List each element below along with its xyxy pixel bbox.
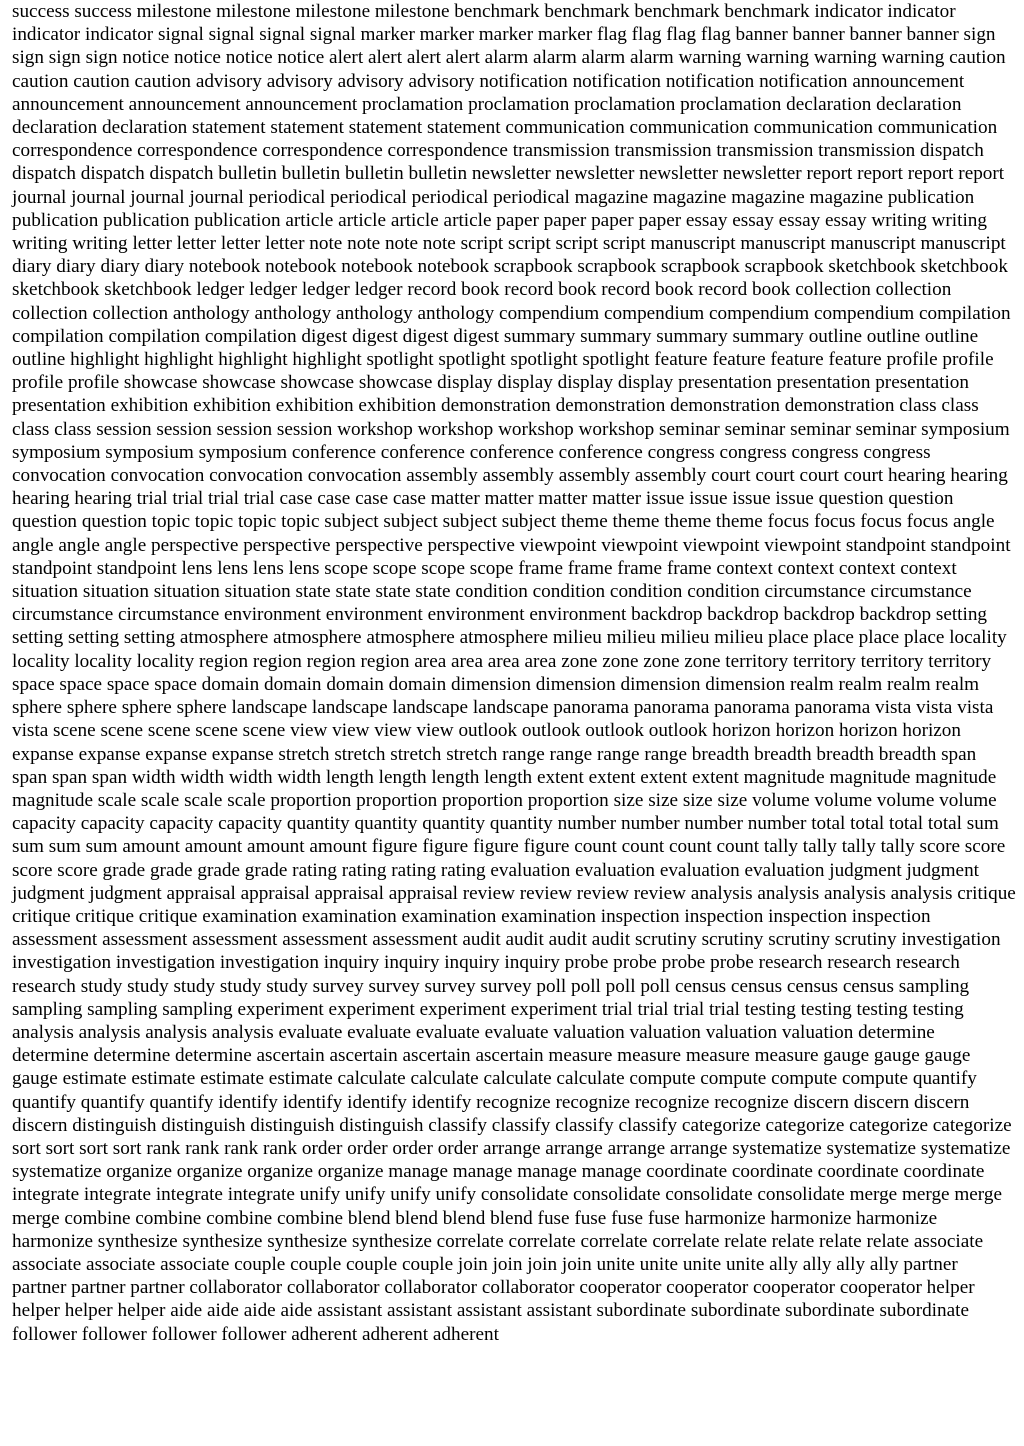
body-text-paragraph: success success milestone milestone milestone milestone benchmark benchmark benchmark benchmark indicator indicator indicator indicator signal signal signal signal marker marker marker marker flag flag flag flag banner banner banner banner sign sign sign sign notice notice notice notice alert alert alert alert alarm alarm alarm alarm warning warning warning warning caution caution caution caution advisory advisory advisory advisory notification notification notification notification announcement announcement announcement announcement proclamation proclamation proclamation proclamation declaration declaration declaration declaration statement statement statement statement communication communication communication communication correspondence correspondence correspondence correspondence transmission transmission transmission transmission dispatch dispatch dispatch dispatch bulletin bulletin bulletin bulletin newsletter newsletter newsletter newsletter report report report report journal journal journal journal periodical periodical periodical periodical magazine magazine magazine magazine publication publication publication publication article article article article paper paper paper paper essay essay essay essay writing writing writing writing letter letter letter letter note note note note script script script script manuscript manuscript manuscript manuscript diary diary diary diary notebook notebook notebook notebook scrapbook scrapbook scrapbook scrapbook sketchbook sketchbook sketchbook sketchbook ledger ledger ledger ledger record book record book record book record book collection collection collection collection anthology anthology anthology anthology compendium compendium compendium compendium compilation compilation compilation compilation digest digest digest digest summary summary summary summary outline outline outline outline highlight highlight highlight highlight spotlight spotlight spotlight spotlight feature feature feature feature profile profile profile profile showcase showcase showcase showcase display display display display presentation presentation presentation presentation exhibition exhibition exhibition exhibition demonstration demonstration demonstration demonstration class class class class session session session session workshop workshop workshop workshop seminar seminar seminar seminar symposium symposium symposium symposium conference conference conference conference congress congress congress congress convocation convocation convocation convocation assembly assembly assembly assembly court court court court hearing hearing hearing hearing trial trial trial trial case case case case matter matter matter matter issue issue issue issue question question question question topic topic topic topic subject subject subject subject theme theme theme theme focus focus focus focus angle angle angle angle perspective perspective perspective perspective viewpoint viewpoint viewpoint viewpoint standpoint standpoint standpoint standpoint lens lens lens lens scope scope scope scope frame frame frame frame context context context context situation situation situation situation state state state state condition condition condition condition circumstance circumstance circumstance circumstance environment environment environment environment backdrop backdrop backdrop backdrop setting setting setting setting atmosphere atmosphere atmosphere atmosphere milieu milieu milieu milieu place place place place locality locality locality locality region region region region area area area area zone zone zone zone territory territory territory territory space space space space domain domain domain domain dimension dimension dimension dimension realm realm realm realm sphere sphere sphere sphere landscape landscape landscape landscape panorama panorama panorama panorama vista vista vista vista scene scene scene scene scene view view view view outlook outlook outlook outlook horizon horizon horizon horizon expanse expanse expanse expanse stretch stretch stretch stretch range range range range breadth breadth breadth breadth span span span span width width width width length length length length extent extent extent extent magnitude magnitude magnitude magnitude scale scale scale scale proportion proportion proportion proportion size size size size volume volume volume volume capacity capacity capacity capacity quantity quantity quantity quantity number number number number total total total total sum sum sum sum amount amount amount amount figure figure figure figure count count count count tally tally tally tally score score score score grade grade grade grade rating rating rating rating evaluation evaluation evaluation evaluation judgment judgment judgment judgment appraisal appraisal appraisal appraisal review review review review analysis analysis analysis analysis critique critique critique critique examination examination examination examination inspection inspection inspection inspection assessment assessment assessment assessment assessment audit audit audit audit scrutiny scrutiny scrutiny scrutiny investigation investigation investigation investigation inquiry inquiry inquiry inquiry probe probe probe probe research research research research study study study study study survey survey survey survey poll poll poll poll census census census census sampling sampling sampling sampling experiment experiment experiment experiment trial trial trial trial testing testing testing testing analysis analysis analysis analysis evaluate evaluate evaluate evaluate valuation valuation valuation valuation determine determine determine determine ascertain ascertain ascertain ascertain measure measure measure measure gauge gauge gauge gauge estimate estimate estimate estimate calculate calculate calculate calculate compute compute compute compute quantify quantify quantify quantify identify identify identify identify recognize recognize recognize recognize discern discern discern discern distinguish distinguish distinguish distinguish classify classify classify classify categorize categorize categorize categorize sort sort sort sort rank rank rank rank order order order order arrange arrange arrange arrange systematize systematize systematize systematize organize organize organize organize manage manage manage manage coordinate coordinate coordinate coordinate integrate integrate integrate integrate unify unify unify unify consolidate consolidate consolidate consolidate merge merge merge merge combine combine combine combine blend blend blend blend fuse fuse fuse fuse harmonize harmonize harmonize harmonize synthesize synthesize synthesize synthesize correlate correlate correlate correlate relate relate relate relate associate associate associate associate couple couple couple couple join join join join unite unite unite unite ally ally ally ally partner partner partner partner collaborator collaborator collaborator collaborator cooperator cooperator cooperator cooperator helper helper helper helper aide aide aide aide assistant assistant assistant assistant subordinate subordinate subordinate subordinate follower follower follower follower adherent adherent adherent [12, 1, 1016, 1345]
